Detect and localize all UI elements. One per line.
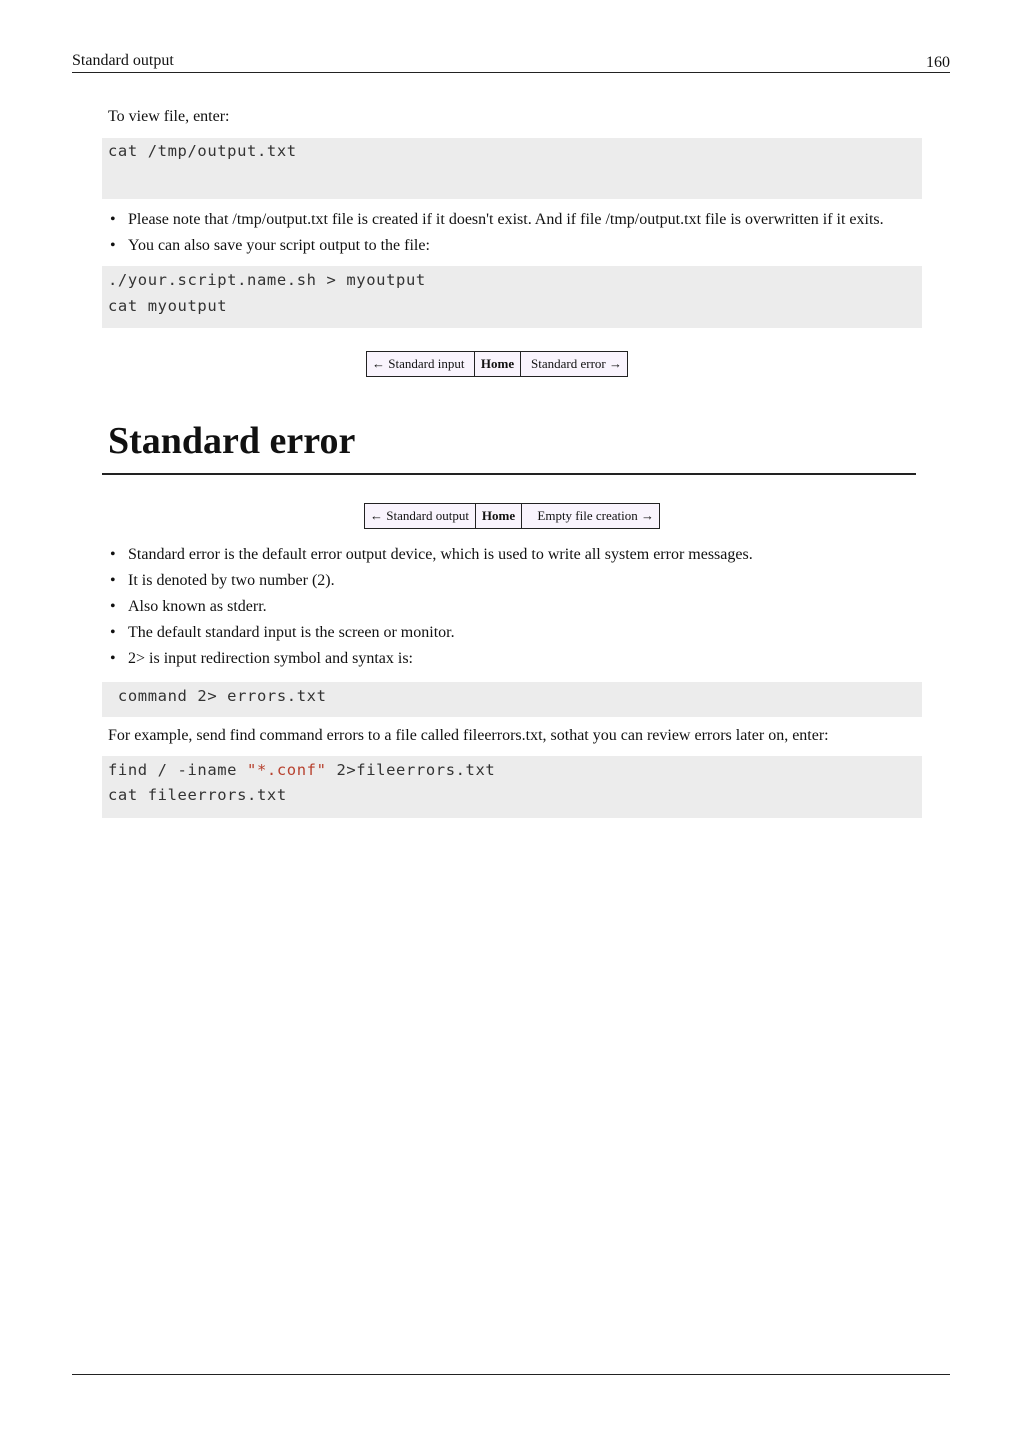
bullet-list-stderr <box>102 542 922 672</box>
nav-prev-link[interactable]: ← Standard input <box>367 352 475 377</box>
nav-next-link[interactable]: Standard error → <box>521 352 628 377</box>
section-heading: Standard error <box>102 419 916 475</box>
code-text: 2>fileerrors.txt cat fileerrors.txt <box>108 760 496 804</box>
code-block-syntax: command 2> errors.txt <box>102 682 922 717</box>
nav-prev-link[interactable]: ← Standard output <box>365 504 476 529</box>
nav-next-link[interactable]: Empty file creation → <box>522 504 660 529</box>
page-number: 160 <box>926 54 950 71</box>
list-item: • It is denoted by two number (2). <box>102 568 922 594</box>
list-item: • Standard error is the default error output device, which is used to write all system error messages. <box>102 542 922 568</box>
nav-box-section <box>102 503 922 529</box>
running-title: Standard output <box>72 52 174 69</box>
list-item: • The default standard input is the screen or monitor. <box>102 620 922 646</box>
page-content <box>102 104 922 818</box>
footer-rule <box>72 1374 950 1375</box>
list-item: • You can also save your script output to the file: <box>102 233 922 259</box>
nav-box-top <box>102 351 922 377</box>
list-item: • Also known as stderr. <box>102 594 922 620</box>
list-item: • Please note that /tmp/output.txt file is created if it doesn't exist. And if file /tmp/output.txt file is overwritten if it exits. <box>102 207 922 233</box>
page-header <box>72 50 950 73</box>
list-item: • 2> is input redirection symbol and syntax is: <box>102 646 922 672</box>
code-string-literal: "*.conf" <box>247 760 327 779</box>
nav-home-link[interactable]: Home <box>476 504 522 529</box>
code-text: find / -iname <box>108 760 248 779</box>
code-block-view-file: cat /tmp/output.txt <box>102 138 922 199</box>
bullet-list-notes <box>102 207 922 259</box>
nav-home-link[interactable]: Home <box>475 352 521 377</box>
example-text: For example, send find command errors to a file called fileerrors.txt, sothat you can review errors later on, enter: <box>108 726 829 744</box>
code-block-save-output: ./your.script.name.sh > myoutput cat myoutput <box>102 266 922 328</box>
intro-text: To view file, enter: <box>108 108 230 125</box>
code-block-example <box>102 756 922 818</box>
